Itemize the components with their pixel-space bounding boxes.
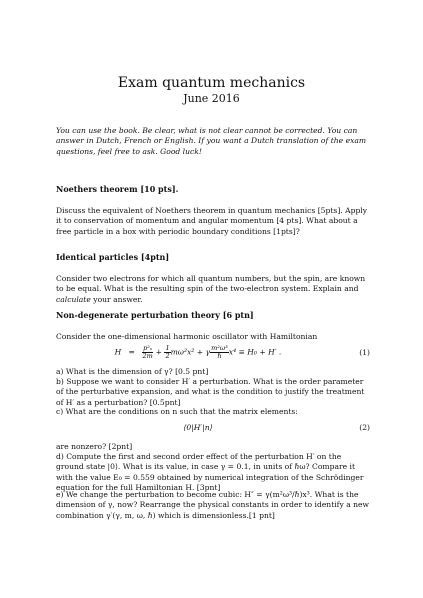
text-identical-b: your answer. (90, 294, 143, 304)
equation-1 (56, 345, 370, 365)
text-identical (56, 274, 370, 305)
heading-identical: Identical particles [4ptn] (56, 252, 170, 262)
text-identical-a: Consider two electrons for which all quantum numbers, but the spin, are known to be equal. What is the resulting spin of the two-electron system. Explain and (56, 274, 366, 294)
eq1-term2: mω²x² (170, 347, 195, 357)
eq1-term3: x⁴ ≡ H₀ + H′ . (228, 347, 282, 357)
exam-date: June 2016 (183, 92, 240, 105)
intro-text: You can use the book. Be clear, what is not clear cannot be corrected. You can answer in Dutch, French or English. If you want a Dutch translation of the exam questions, feel free to ask. Good luck! (56, 126, 367, 156)
question-d: d) Compute the first and second order effect of the perturbation H′ on the ground state |0⟩. What is its value, in case γ = 0.1, in units of ℏω? Compare it with the value E₀ = 0.559 obtained by numerical integration of the Schrödinger equation for the full Hamiltonian H. [3pnt] (56, 452, 364, 492)
eq1-frac1 (142, 345, 153, 360)
question-e: e) We change the perturbation to become cubic: H″ = γ(m²ω³/ℏ)x³. What is the dimension of γ, now? Rearrange the physical constants in order to identify a new combination γ′(γ, m, ω, ℏ) which is dimensionless.[1 pnt] (56, 490, 370, 520)
eq1-frac3-num: m²ω³ (211, 344, 228, 352)
question-a: a) What is the dimension of γ? [0.5 pnt] (56, 367, 209, 376)
heading-noether: Noethers theorem [10 pts]. (56, 184, 179, 194)
eq1-frac2-den: 2 (165, 352, 170, 360)
eq1-frac2-num: 1 (165, 344, 170, 352)
heading-perturbation: Non-degenerate perturbation theory [6 ptn] (56, 310, 254, 320)
text-lead: Consider the one-dimensional harmonic oscillator with Hamiltonian (56, 332, 318, 341)
eq1-frac3 (210, 345, 229, 360)
question-c2: are nonzero? [2pnt] (56, 442, 133, 451)
equation-2-number: (2) (359, 423, 370, 432)
equation-2 (56, 423, 370, 443)
text-noether: Discuss the equivalent of Noethers theorem in quantum mechanics [5pts]. Apply it to conservation of momentum and angular momentum [4 pts]. What about a free particle in a box with periodic boundary conditions [1pts]? (56, 206, 368, 236)
exam-title: Exam quantum mechanics (117, 75, 306, 91)
question-b: b) Suppose we want to consider H′ a perturbation. What is the order parameter of the perturbative expansion, and what is the condition to justify the treatment of H′ as a perturbation? [0.5pnt] (56, 377, 365, 407)
eq1-frac3-den: ℏ (217, 352, 222, 360)
text-identical-em: calculate (56, 294, 91, 304)
eq1-lhs: H (114, 347, 122, 357)
eq1-frac1-num: p²ₓ (143, 344, 153, 352)
equation-1-body (56, 345, 340, 360)
equation-2-body: ⟨0|H′|n⟩ (183, 423, 213, 432)
eq1-frac1-den: 2m (142, 352, 153, 360)
eq1-equals: = (128, 347, 135, 357)
eq1-plus-gamma: + γ (196, 347, 211, 357)
eq1-plus: + (155, 347, 163, 357)
question-c: c) What are the conditions on n such that the matrix elements: (56, 407, 298, 416)
equation-1-number: (1) (359, 348, 370, 357)
